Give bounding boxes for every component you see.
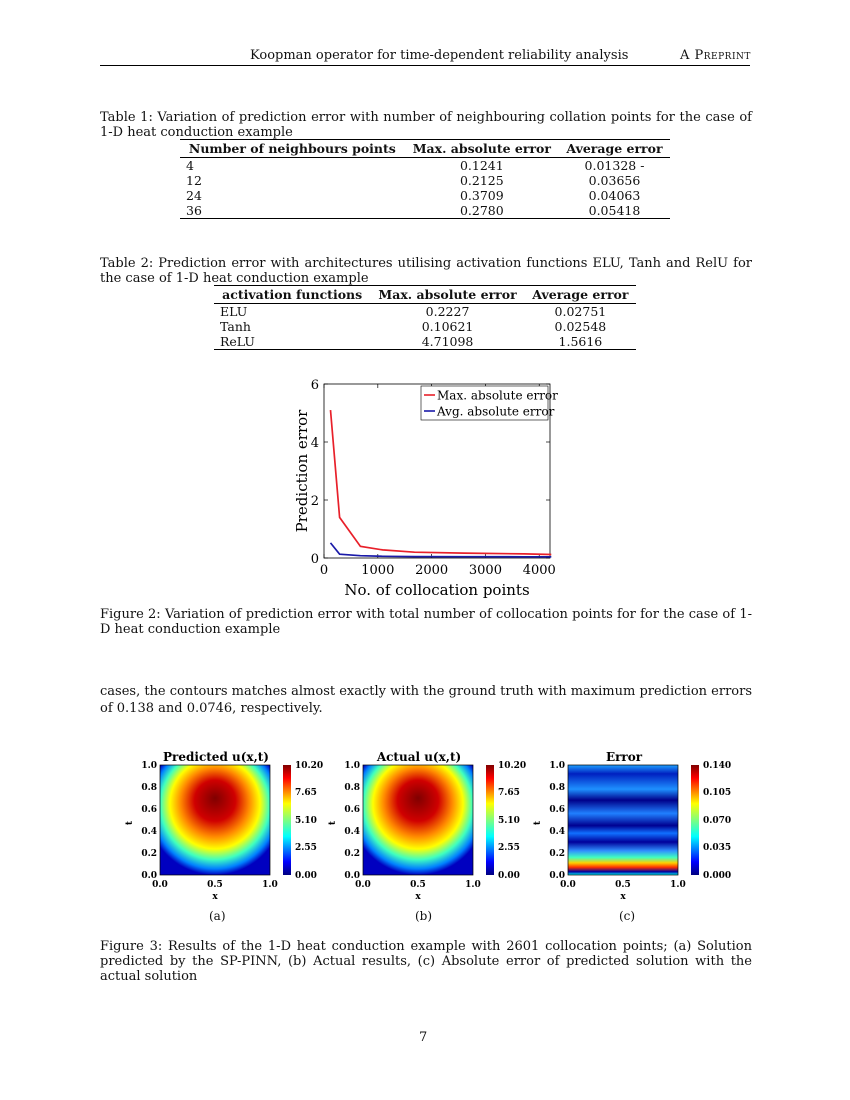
x-tick-label: 0.0 <box>152 880 168 890</box>
legend-label-avg: Avg. absolute error <box>437 404 555 419</box>
x-axis-label: No. of collocation points <box>344 581 530 599</box>
x-tick-label: 0.0 <box>560 880 576 890</box>
y-tick-label: 0.8 <box>549 783 565 793</box>
figure2-line-chart <box>280 370 580 606</box>
colorbar-tick: 5.10 <box>498 816 520 826</box>
y-tick-label: 0.4 <box>344 827 360 837</box>
table2-col-header: activation functions <box>222 287 363 302</box>
y-tick-label: 4 <box>310 436 319 451</box>
y-tick-label: 0.8 <box>344 783 360 793</box>
colorbar-tick: 0.00 <box>295 871 317 881</box>
table-cell: 0.3709 <box>459 188 504 203</box>
panel-c <box>533 750 731 902</box>
table-row <box>214 319 636 334</box>
y-tick-label: 0.0 <box>141 871 157 881</box>
body-paragraph: cases, the contours matches almost exactly with the ground truth with maximum prediction errors of 0.138 and 0.0746, respectively. <box>100 684 752 716</box>
panel-title: Error <box>605 750 643 764</box>
colorbar-tick: 2.55 <box>295 843 317 853</box>
x-tick-label: 4000 <box>522 563 556 578</box>
x-axis-label: x <box>415 892 421 902</box>
y-tick-label: 0.0 <box>344 871 360 881</box>
colorbar-tick: 0.035 <box>703 843 732 853</box>
colorbar-tick: 0.105 <box>703 788 732 798</box>
chart-legend <box>421 386 558 420</box>
y-tick-label: 0 <box>310 552 319 567</box>
header-rule <box>100 65 750 66</box>
table-cell: 0.02548 <box>554 319 607 334</box>
y-tick-label: 0.4 <box>549 827 565 837</box>
table-row <box>180 173 670 188</box>
table2-col-header: Max. absolute error <box>378 287 517 302</box>
x-tick-label: 0.0 <box>355 880 371 890</box>
table-cell: 0.1241 <box>459 158 504 173</box>
table-cell: 1.5616 <box>558 334 603 349</box>
x-tick-label: 2000 <box>415 563 449 578</box>
legend-label-max: Max. absolute error <box>437 388 558 403</box>
table2-header-row <box>214 286 636 304</box>
y-axis-label: t <box>533 820 543 826</box>
table1-caption: Table 1: Variation of prediction error with number of neighbouring collation points for the case of 1-D heat conduction example <box>100 110 752 140</box>
series-line-avg-absolute-error <box>331 543 552 557</box>
x-tick-label: 1000 <box>361 563 395 578</box>
colorbar-tick: 7.65 <box>295 788 317 798</box>
y-tick-label: 1.0 <box>549 761 565 771</box>
colorbar-tick: 10.20 <box>295 761 324 771</box>
colorbar-tick: 0.140 <box>703 761 732 771</box>
subfigure-label-c: (c) <box>619 909 636 923</box>
subfigure-label-a: (a) <box>209 909 226 923</box>
table1-col-header: Max. absolute error <box>412 141 551 156</box>
y-tick-label: 0.2 <box>549 849 565 859</box>
x-tick-label: 0.5 <box>207 880 223 890</box>
table-row <box>214 334 636 350</box>
table-cell: ReLU <box>220 334 255 349</box>
colorbar-tick: 0.000 <box>703 871 732 881</box>
series-line-max-absolute-error <box>331 410 552 554</box>
table-cell: 0.02751 <box>554 304 607 319</box>
heatmap-field <box>568 765 678 875</box>
colorbar-tick: 0.070 <box>703 816 732 826</box>
y-tick-label: 0.6 <box>141 805 157 815</box>
table1 <box>180 139 670 219</box>
colorbar-tick: 5.10 <box>295 816 317 826</box>
x-tick-label: 1.0 <box>262 880 278 890</box>
table-cell: Tanh <box>220 319 251 334</box>
table-cell: ELU <box>220 304 248 319</box>
x-tick-label: 3000 <box>468 563 502 578</box>
y-tick-label: 6 <box>310 378 319 393</box>
table-cell: 0.03656 <box>588 173 641 188</box>
table2-caption: Table 2: Prediction error with architectures utilising activation functions ELU, Tanh and RelU for the case of 1-D heat conduction example <box>100 256 752 286</box>
table-cell: 0.05418 <box>588 203 641 218</box>
table-cell: 0.04063 <box>588 188 641 203</box>
x-axis-label: x <box>212 892 218 902</box>
table-cell: 0.2227 <box>425 304 470 319</box>
page-number: 7 <box>419 1030 428 1045</box>
table1-col-header: Number of neighbours points <box>188 141 396 156</box>
y-tick-label: 1.0 <box>141 761 157 771</box>
table-cell: 0.01328 - <box>584 158 645 173</box>
heatmap-field <box>363 765 473 875</box>
panel-b <box>328 750 526 902</box>
y-tick-label: 0.8 <box>141 783 157 793</box>
colorbar-tick: 2.55 <box>498 843 520 853</box>
y-tick-label: 2 <box>310 494 319 509</box>
colorbar-tick: 10.20 <box>498 761 527 771</box>
x-tick-label: 0.5 <box>615 880 631 890</box>
colorbar-tick: 7.65 <box>498 788 520 798</box>
y-tick-label: 0.6 <box>344 805 360 815</box>
table-row <box>180 188 670 203</box>
table-cell: 36 <box>186 203 202 218</box>
table1-col-header: Average error <box>566 141 663 156</box>
panel-a <box>125 750 323 902</box>
x-tick-label: 0 <box>319 563 329 578</box>
table-row <box>180 203 670 219</box>
table2 <box>214 285 636 350</box>
table-cell: 24 <box>186 188 202 203</box>
figure2-caption: Figure 2: Variation of prediction error with total number of collocation points for for the case of 1-D heat conduction example <box>100 607 752 637</box>
x-axis-label: x <box>620 892 626 902</box>
y-tick-label: 1.0 <box>344 761 360 771</box>
y-tick-label: 0.2 <box>141 849 157 859</box>
table2-col-header: Average error <box>532 287 629 302</box>
x-tick-label: 0.5 <box>410 880 426 890</box>
figure3-heatmaps <box>110 746 750 906</box>
y-tick-label: 0.0 <box>549 871 565 881</box>
running-header-right: A Preprint <box>680 48 751 63</box>
colorbar <box>283 765 291 875</box>
colorbar-tick: 0.00 <box>498 871 520 881</box>
subfigure-label-b: (b) <box>415 909 433 923</box>
panel-title: Actual u(x,t) <box>376 750 462 764</box>
table-row <box>214 304 636 320</box>
colorbar <box>691 765 699 875</box>
table-row <box>180 158 670 174</box>
heatmap-field <box>160 765 270 875</box>
y-axis-label: Prediction error <box>293 409 311 533</box>
running-header-title: Koopman operator for time-dependent reliability analysis <box>250 48 629 63</box>
colorbar <box>486 765 494 875</box>
x-tick-label: 1.0 <box>670 880 686 890</box>
figure3-caption: Figure 3: Results of the 1-D heat conduction example with 2601 collocation points; (a) Solution predicted by the SP-PINN, (b) Actual results, (c) Absolute error of predicted solution with the actual solution <box>100 939 752 984</box>
table-cell: 4.71098 <box>421 334 474 349</box>
table-cell: 4 <box>186 158 194 173</box>
panel-title: Predicted u(x,t) <box>163 750 269 764</box>
y-tick-label: 0.2 <box>344 849 360 859</box>
y-tick-label: 0.4 <box>141 827 157 837</box>
table-cell: 0.2125 <box>459 173 504 188</box>
table-cell: 12 <box>186 173 202 188</box>
table-cell: 0.10621 <box>421 319 474 334</box>
x-tick-label: 1.0 <box>465 880 481 890</box>
table1-header-row <box>180 140 670 158</box>
table-cell: 0.2780 <box>459 203 504 218</box>
y-axis-label: t <box>328 820 338 826</box>
y-tick-label: 0.6 <box>549 805 565 815</box>
y-axis-label: t <box>125 820 135 826</box>
